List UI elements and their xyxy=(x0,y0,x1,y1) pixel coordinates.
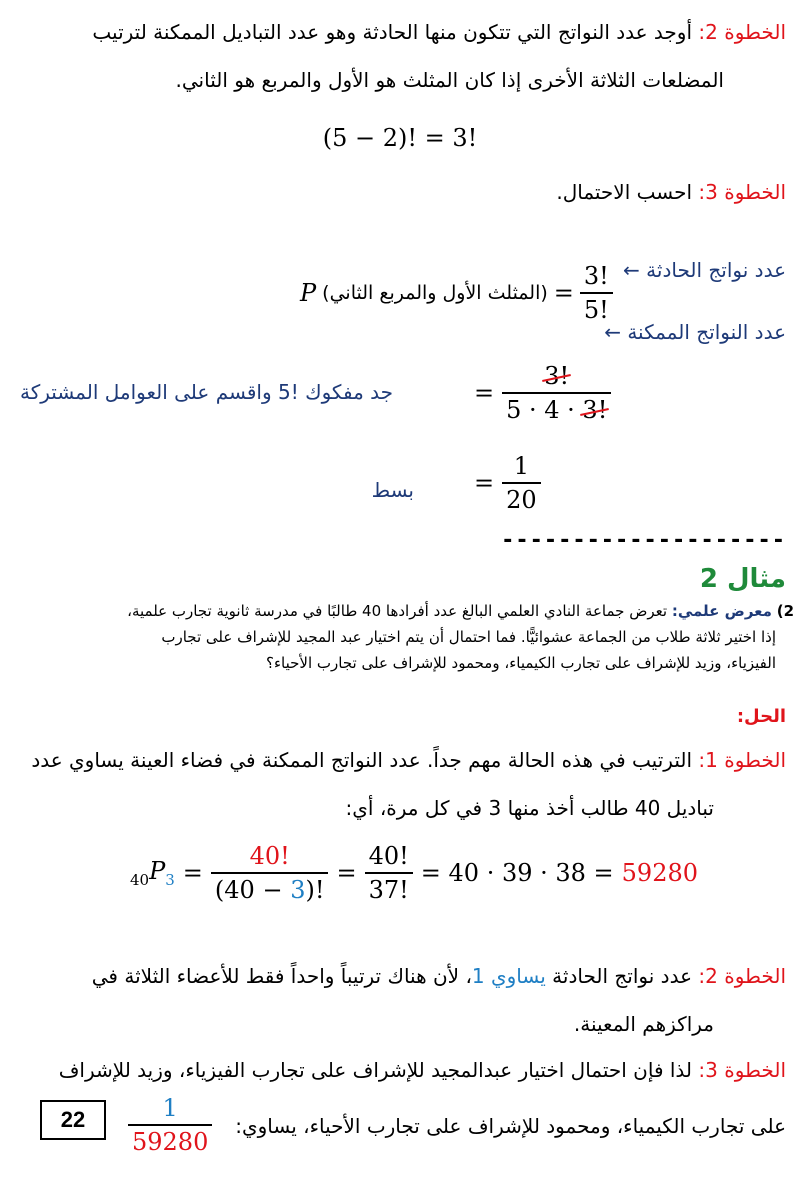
perm-eq1: = xyxy=(182,859,203,887)
step2b-line1-c: ، لأن هناك ترتيباً واحداً فقط للأعضاء الثلاثة في xyxy=(91,964,472,988)
expand-equals: = xyxy=(474,379,495,407)
step3-text: احسب الاحتمال. xyxy=(556,180,693,204)
perm-f1-den xyxy=(211,872,329,904)
final-denominator: 59280 xyxy=(128,1124,212,1156)
simplify-equals: = xyxy=(474,469,495,497)
prob-event: (المثلث الأول والمربع الثاني) xyxy=(322,282,548,304)
problem-line1-row xyxy=(10,598,794,624)
step3b-paragraph xyxy=(14,1050,786,1090)
perm-p: P xyxy=(149,857,166,886)
step3b-label: الخطوة 3: xyxy=(698,1058,786,1082)
perm-f1-den-a: (40 − xyxy=(214,876,291,904)
problem-statement xyxy=(10,598,794,676)
step3b-line1: لذا فإن احتمال اختيار عبدالمجيد للإشراف على تجارب الفيزياء، وزيد للإشراف xyxy=(58,1058,693,1082)
factorial-equation: (5 − 2)! = 3! xyxy=(322,124,478,152)
problem-line1: تعرض جماعة النادي العلمي البالغ عدد أفرادها 40 طالبًا في مدرسة ثانوية تجارب علمية، xyxy=(127,602,668,620)
step1-line2-row xyxy=(14,788,714,828)
perm-fraction2 xyxy=(365,842,413,904)
step2-line2: المضلعات الثلاثة الأخرى إذا كان المثلث هو الأول والمربع هو الثاني. xyxy=(175,68,724,92)
step2-paragraph xyxy=(14,12,786,52)
problem-line3: الفيزياء، وزيد للإشراف على تجارب الكيمياء، ومحمود للإشراف على تجارب الأحياء؟ xyxy=(266,654,776,672)
problem-number: 2) xyxy=(776,602,794,620)
perm-sub-n: 40 xyxy=(130,870,150,889)
step2b-line1-a: عدد نواتج الحادثة xyxy=(552,964,693,988)
solution-label: الحل: xyxy=(736,706,786,727)
simplify-hint: بسط xyxy=(371,478,414,502)
perm-symbol xyxy=(130,857,175,889)
example-title: مثال 2 xyxy=(699,564,786,594)
perm-product: = 40 · 39 · 38 = xyxy=(420,859,614,887)
step3-label: الخطوة 3: xyxy=(698,180,786,204)
expand-den-a: 5 · 4 · xyxy=(506,396,583,424)
note-total-outcomes: عدد النواتج الممكنة ← xyxy=(604,320,786,344)
simplify-expression xyxy=(474,452,541,514)
step1-line2: تباديل 40 طالب أخذ منها 3 في كل مرة، أي: xyxy=(345,796,714,820)
prob-equals: = xyxy=(553,279,574,307)
problem-line2: إذا اختير ثلاثة طلاب من الجماعة عشوائيًّا. فما احتمال أن يتم اختيار عبد المجيد للإشراف على تجارب xyxy=(161,628,776,646)
step1-label: الخطوة 1: xyxy=(698,748,786,772)
permutation-equation xyxy=(130,842,698,904)
step3-heading xyxy=(14,172,786,212)
step2-line1: أوجد عدد النواتج التي تتكون منها الحادثة وهو عدد التباديل الممكنة لترتيب xyxy=(92,20,693,44)
dashed-divider: -------------------- xyxy=(501,528,786,553)
expand-hint: جد مفكوك !5 واقسم على العوامل المشتركة xyxy=(20,380,394,404)
step2b-line1-b: يساوي 1 xyxy=(471,964,546,988)
perm-result: 59280 xyxy=(621,859,699,887)
step3b-line2-row xyxy=(230,1106,786,1146)
final-fraction xyxy=(128,1094,212,1156)
step1-paragraph xyxy=(14,740,786,780)
perm-fraction1 xyxy=(211,842,329,904)
prob-numerator: 3! xyxy=(583,262,609,290)
step1-line1: الترتيب في هذه الحالة مهم جداً. عدد النواتج الممكنة في فضاء العينة يساوي عدد xyxy=(31,748,693,772)
expand-fraction xyxy=(502,362,611,424)
simplify-numerator: 1 xyxy=(513,452,530,480)
problem-keyword: معرض علمي: xyxy=(671,602,772,620)
perm-f2-num: 40! xyxy=(368,842,409,870)
step2b-line2: مراكزهم المعينة. xyxy=(573,1012,714,1036)
expand-numerator: 3! xyxy=(544,362,570,390)
perm-f1-den-c: )! xyxy=(305,876,325,904)
page-number-box xyxy=(40,1100,106,1140)
step2-label: الخطوة 2: xyxy=(698,20,786,44)
step2-line2-row xyxy=(14,60,724,100)
expand-den-b: 3! xyxy=(582,396,608,424)
perm-f2-den: 37! xyxy=(365,872,413,904)
page-number: 22 xyxy=(60,1107,86,1132)
final-probability xyxy=(128,1094,212,1156)
simplify-fraction xyxy=(502,452,541,514)
perm-f1-den-b: 3 xyxy=(290,876,306,904)
simplify-denominator: 20 xyxy=(502,482,541,514)
step2b-paragraph xyxy=(14,956,786,996)
perm-f1-num: 40! xyxy=(249,842,290,870)
perm-eq2: = xyxy=(336,859,357,887)
step2b-line2-row xyxy=(14,1004,714,1044)
expand-expression xyxy=(474,362,611,424)
expand-denominator-wrap xyxy=(502,392,611,424)
final-numerator: 1 xyxy=(162,1094,178,1122)
note-event-outcomes: عدد نواتج الحادثة ← xyxy=(623,258,786,282)
expand-num-wrap xyxy=(540,362,573,392)
step3b-line2: على تجارب الكيمياء، ومحمود للإشراف على تجارب الأحياء، يساوي: xyxy=(235,1114,786,1138)
prob-p: P xyxy=(300,279,317,307)
perm-sub-r: 3 xyxy=(165,870,175,889)
step2b-label: الخطوة 2: xyxy=(698,964,786,988)
prob-denominator: 5! xyxy=(580,292,613,324)
